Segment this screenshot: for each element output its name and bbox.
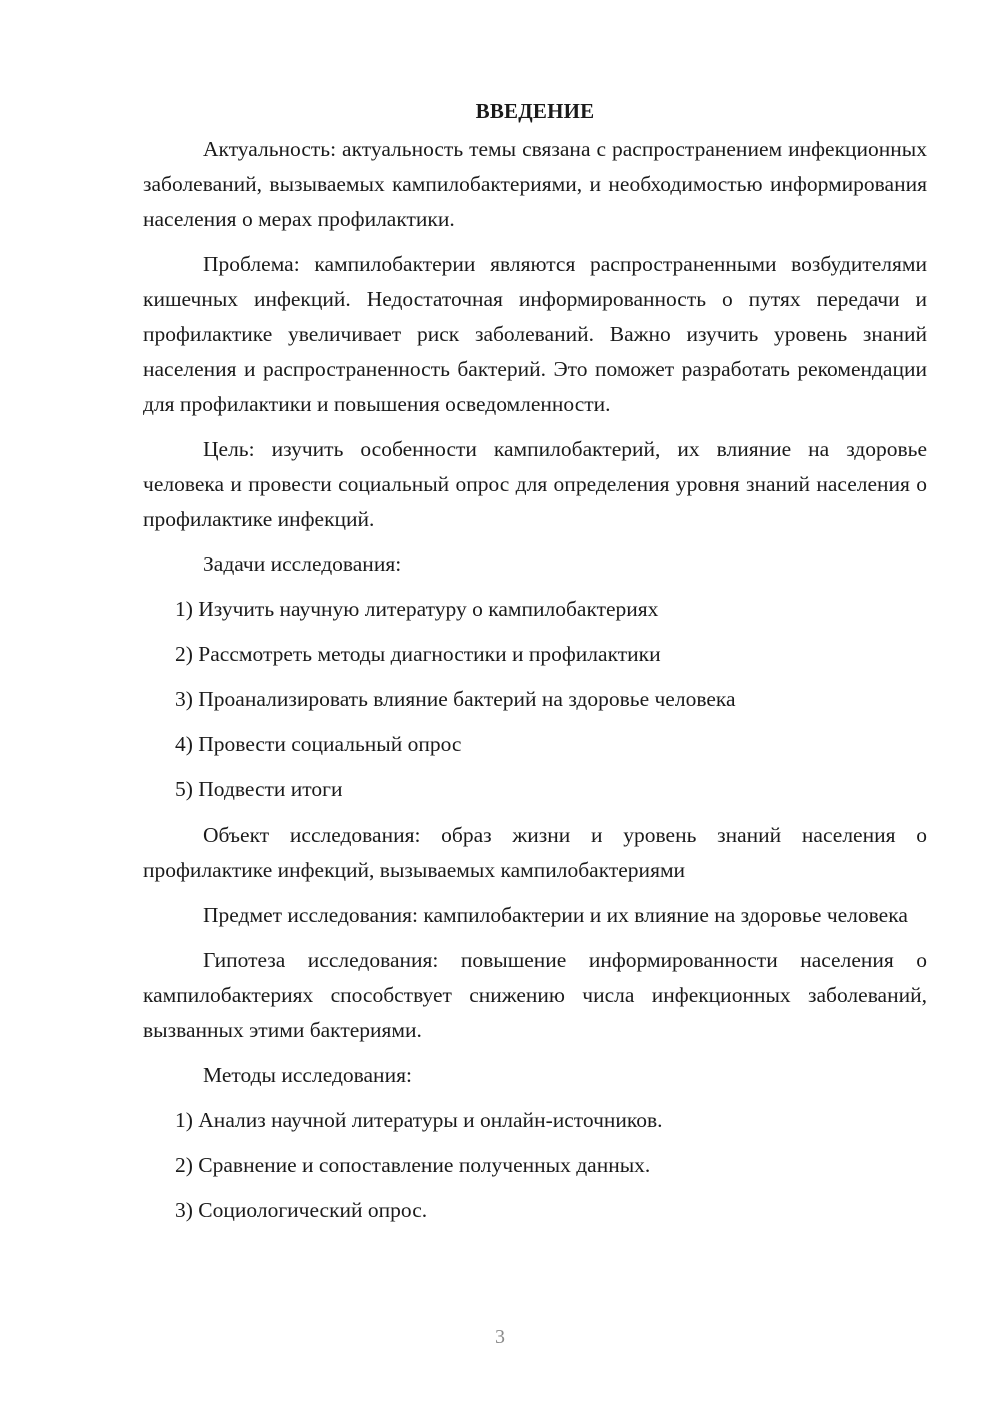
hypothesis-paragraph: Гипотеза исследования: повышение информированности населения о кампилобактериях способствует снижению числа инфекционных заболеваний, вызванных этими бактериями. bbox=[143, 948, 927, 1042]
goal-paragraph: Цель: изучить особенности кампилобактерий, их влияние на здоровье человека и провести социальный опрос для определения уровня знаний населения о профилактике инфекций. bbox=[143, 437, 927, 531]
relevance-paragraph: Актуальность: актуальность темы связана с распространением инфекционных заболеваний, вызываемых кампилобактериями, и необходимостью информирования населения о мерах профилактики. bbox=[143, 137, 927, 231]
method-item-3: 3) Социологический опрос. bbox=[175, 1198, 428, 1222]
tasks-heading: Задачи исследования: bbox=[203, 552, 402, 576]
task-item-3: 3) Проанализировать влияние бактерий на здоровье человека bbox=[175, 687, 736, 711]
task-item-5: 5) Подвести итоги bbox=[175, 777, 343, 801]
object-paragraph: Объект исследования: образ жизни и уровень знаний населения о профилактике инфекций, вызываемых кампилобактериями bbox=[143, 823, 927, 882]
task-item-1: 1) Изучить научную литературу о кампилобактериях bbox=[175, 597, 659, 621]
method-item-2: 2) Сравнение и сопоставление полученных данных. bbox=[175, 1153, 651, 1177]
subject-paragraph: Предмет исследования: кампилобактерии и их влияние на здоровье человека bbox=[203, 903, 908, 927]
document-page bbox=[143, 94, 927, 1228]
task-item-2: 2) Рассмотреть методы диагностики и профилактики bbox=[175, 642, 661, 666]
method-item-1: 1) Анализ научной литературы и онлайн-источников. bbox=[175, 1108, 663, 1132]
section-heading: ВВЕДЕНИЕ bbox=[475, 99, 595, 123]
methods-heading: Методы исследования: bbox=[203, 1063, 412, 1087]
task-item-4: 4) Провести социальный опрос bbox=[175, 732, 462, 756]
page-number: 3 bbox=[495, 1326, 505, 1348]
problem-paragraph: Проблема: кампилобактерии являются распространенными возбудителями кишечных инфекций. Недостаточная информированность о путях передачи и профилактике увеличивает риск заболеваний. Важно изучить уровень знаний населения и распространенность бактерий. Это поможет разработать рекомендации для профилактики и повышения осведомленности. bbox=[143, 252, 927, 416]
